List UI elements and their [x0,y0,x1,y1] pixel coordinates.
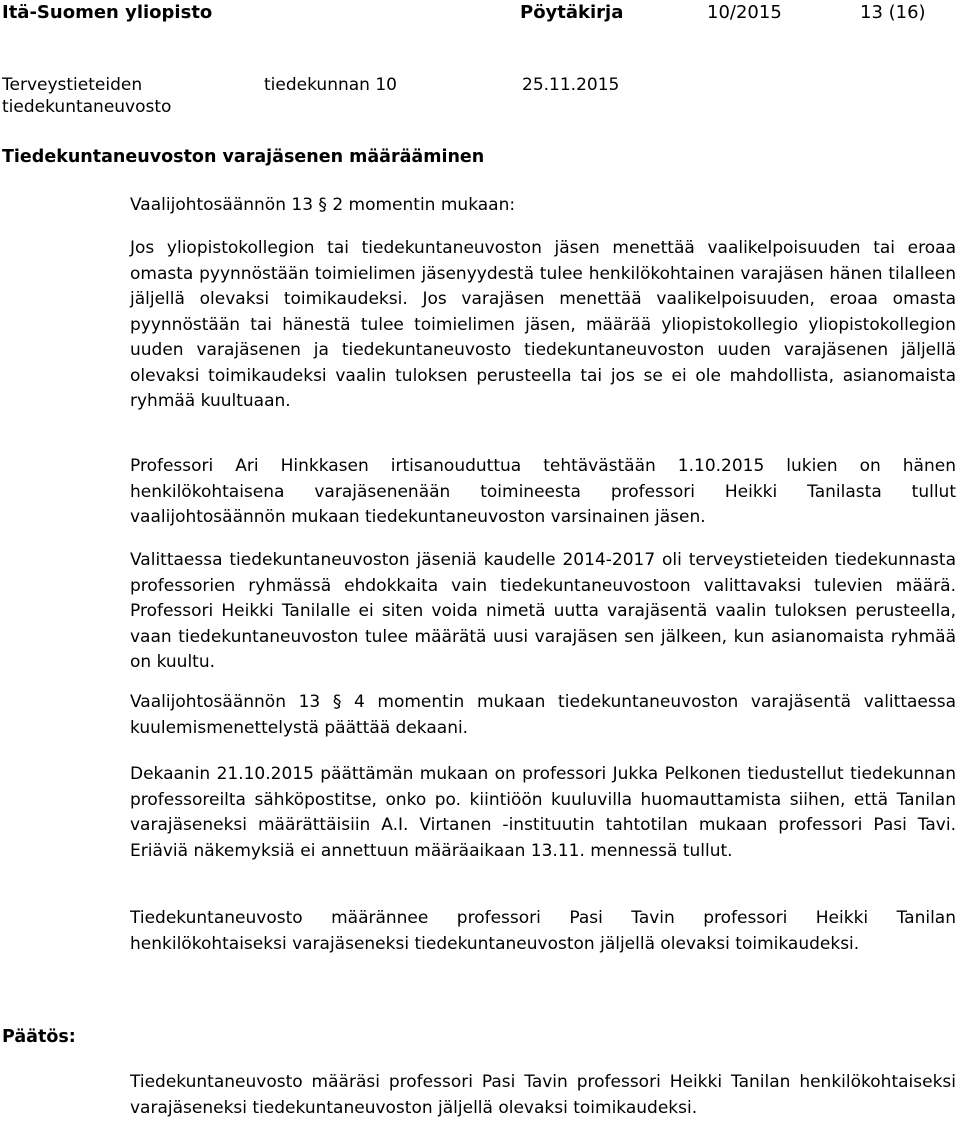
section-title: Tiedekuntaneuvoston varajäsenen määrääminen [2,147,485,167]
page-number: 13 (16) [860,2,926,23]
document-number: 10/2015 [707,2,782,23]
section-intro: Vaalijohtosäännön 13 § 2 momentin mukaan: [130,195,516,215]
meeting-label: tiedekunnan 10 [264,75,397,95]
paragraph-3: Valittaessa tiedekuntaneuvoston jäseniä kaudelle 2014-2017 oli terveystieteiden tiedekunnasta professorien ryhmässä ehdokkaita vain tiedekuntaneuvostoon valittavaksi tulevien määrä. Professori Heikki Tanilalle ei siten voida nimetä uutta varajäsentä vaalin tuloksen perusteella, vaan tiedekuntaneuvoston tulee määrätä uusi varajäsen sen jälkeen, kun asianomaista ryhmää on kuultu. [130,550,956,672]
paragraph-2: Professori Ari Hinkkasen irtisanouduttua tehtävästään 1.10.2015 lukien on hänen henkilökohtaisena varajäsenenään toimineesta professori Heikki Tanilasta tullut vaalijohtosäännön mukaan tiedekuntaneuvoston varsinainen jäsen. [130,456,956,527]
paragraph-1: Jos yliopistokollegion tai tiedekuntaneuvoston jäsen menettää vaalikelpoisuuden tai eroaa omasta pyynnöstään toimielimen jäsenyydestä tulee henkilökohtainen varajäsen hänen tilalleen jäljellä olevaksi toimikaudeksi. Jos varajäsen menettää vaalikelpoisuuden, eroaa omasta pyynnöstään tai hänestä tulee toimielimen jäsen, määrää yliopistokollegio yliopistokollegion uuden varajäsenen ja tiedekuntaneuvosto tiedekuntaneuvoston uuden varajäsenen jäljellä olevaksi toimikaudeksi vaalin tuloksen perusteella tai jos se ei ole mahdollista, asianomaista ryhmää kuultuaan. [130,238,956,411]
meeting-date: 25.11.2015 [522,75,620,95]
paragraph-6: Tiedekuntaneuvosto määrännee professori Pasi Tavin professori Heikki Tanilan henkilökohtaiseksi varajäseneksi tiedekuntaneuvoston jäljellä olevaksi toimikaudeksi. [130,908,956,954]
decision-label: Päätös: [2,1027,76,1047]
paragraph-5: Dekaanin 21.10.2015 päättämän mukaan on professori Jukka Pelkonen tiedustellut tiedekunnan professoreilta sähköpostitse, onko po. kiintiöön kuuluvilla huomauttamista siihen, että Tanilan varajäseneksi määrättäisiin A.I. Virtanen -instituutin tahtotilan mukaan professori Pasi Tavi. Eriäviä näkemyksiä ei annettuun määräaikaan 13.11. mennessä tullut. [130,764,956,861]
decision-text: Tiedekuntaneuvosto määräsi professori Pasi Tavin professori Heikki Tanilan henkilökohtaiseksi varajäseneksi tiedekuntaneuvoston jäljellä olevaksi toimikaudeksi. [130,1072,956,1118]
university-name: Itä-Suomen yliopisto [2,2,213,23]
paragraph-4: Vaalijohtosäännön 13 § 4 momentin mukaan tiedekuntaneuvoston varajäsentä valittaessa kuulemismenettelystä päättää dekaani. [130,692,956,738]
body-name-line1: Terveystieteiden [2,75,143,95]
document-type: Pöytäkirja [520,2,624,23]
body-name-line2: tiedekuntaneuvosto [2,97,172,117]
